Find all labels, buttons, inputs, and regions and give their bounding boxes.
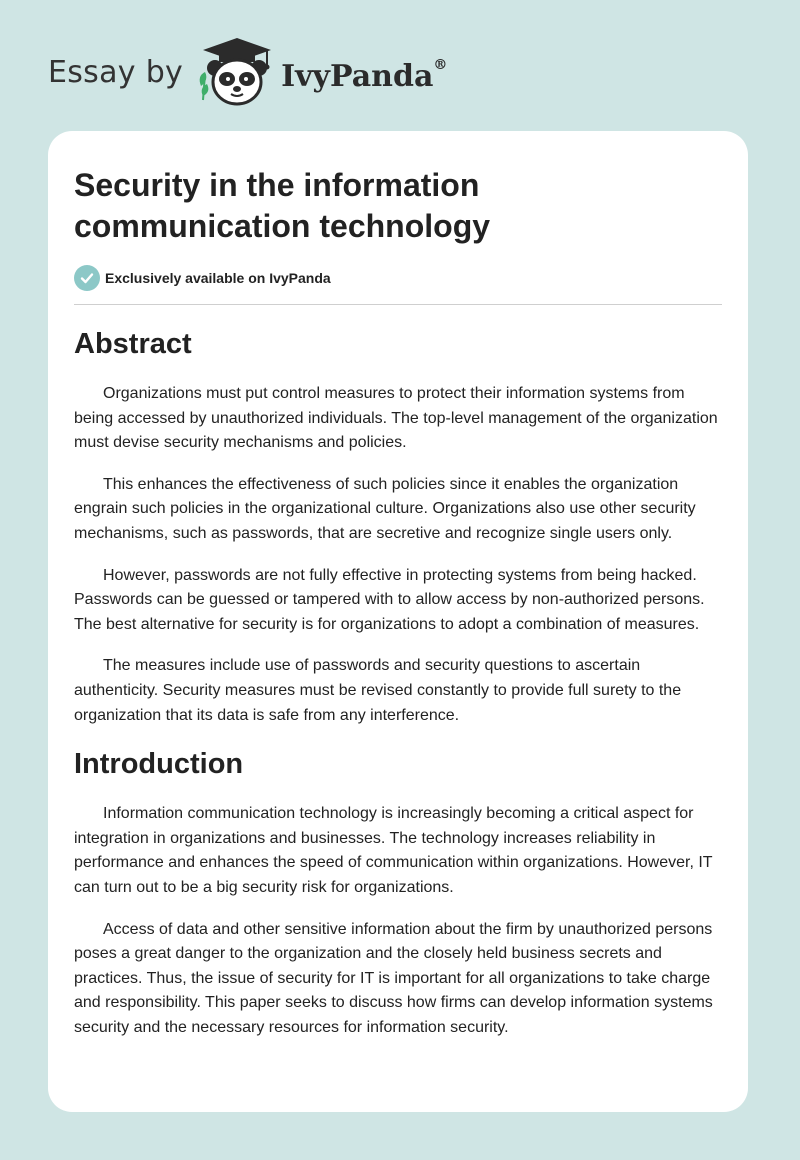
registered-mark: ® <box>433 56 448 73</box>
check-icon <box>74 265 100 291</box>
badge-text: Exclusively available on IvyPanda <box>105 270 331 286</box>
brand-prefix: Essay by <box>48 54 184 90</box>
abstract-heading: Abstract <box>74 328 192 360</box>
introduction-paragraph: Access of data and other sensitive information about the firm by unauthorized persons poses a great danger to the organization and the closely held business secrets and practices. Thus, the issue of security for IT is important for all organizations to take charge and responsibility. This paper seeks to discuss how firms can develop information systems security and the necessary resources for information security. <box>74 920 713 1036</box>
site-header <box>48 36 447 108</box>
abstract-paragraph: This enhances the effectiveness of such policies since it enables the organization engrain such policies in the organizational culture. Organizations also use other security mechanisms, such as passwords, that are secretive and recognize single users only. <box>74 475 696 542</box>
introduction-heading: Introduction <box>74 748 244 781</box>
abstract-paragraph: Organizations must put control measures to protect their information systems from being accessed by unauthorized individuals. The top-level management of the organization must devise security mechanisms and policies. <box>74 385 718 452</box>
brand-name[interactable]: IvyPanda® <box>281 56 448 94</box>
essay-card <box>48 131 748 1112</box>
abstract-paragraph: However, passwords are not fully effective in protecting systems from being hacked. Passwords can be guessed or tampered with to allow access by non-authorized persons. The best alternative for security is for organizations to adopt a combination of measures. <box>74 566 705 633</box>
divider <box>74 304 722 305</box>
introduction-paragraph: Information communication technology is increasingly becoming a critical aspect for integration in organizations and businesses. The technology increases reliability in performance and enhances the speed of communication within organizations. However, IT can turn out to be a big security risk for organizations. <box>74 805 713 896</box>
abstract-paragraph: The measures include use of passwords and security questions to ascertain authenticity. Security measures must be revised constantly to provide full surety to the organization that its data is safe from any interference. <box>74 657 682 724</box>
exclusive-badge <box>74 265 722 291</box>
page-title: Security in the information communication technology <box>74 167 491 244</box>
panda-graduate-logo-icon[interactable] <box>197 36 275 108</box>
